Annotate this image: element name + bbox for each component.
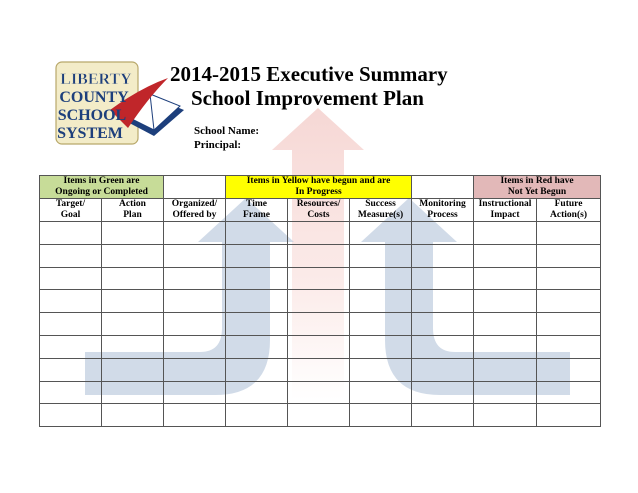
table-cell[interactable]: [102, 290, 164, 313]
table-cell[interactable]: [537, 381, 601, 404]
table-cell[interactable]: [164, 290, 226, 313]
table-cell[interactable]: [40, 404, 102, 427]
table-cell[interactable]: [102, 244, 164, 267]
col-header-line: Impact: [490, 210, 520, 220]
school-name-label: School Name:: [194, 125, 260, 137]
table-cell[interactable]: [412, 404, 474, 427]
table-cell[interactable]: [40, 290, 102, 313]
table-row: [40, 335, 601, 358]
table-cell[interactable]: [350, 381, 412, 404]
col-header-organized-offered-by: [164, 199, 226, 222]
table-cell[interactable]: [288, 267, 350, 290]
col-header-line: Process: [427, 210, 458, 220]
table-cell[interactable]: [412, 244, 474, 267]
col-header-line: Resources/: [296, 199, 341, 209]
table-cell[interactable]: [350, 244, 412, 267]
table-cell[interactable]: [288, 313, 350, 336]
table-cell[interactable]: [474, 381, 537, 404]
table-cell[interactable]: [537, 222, 601, 245]
table-cell[interactable]: [226, 244, 288, 267]
table-cell[interactable]: [412, 290, 474, 313]
table-cell[interactable]: [226, 222, 288, 245]
col-header-line: Frame: [243, 210, 270, 220]
table-row: [40, 381, 601, 404]
col-header-action-plan: [102, 199, 164, 222]
col-header-resources-costs: [288, 199, 350, 222]
table-cell[interactable]: [164, 222, 226, 245]
legend-red-line-1: Items in Red have: [500, 176, 574, 186]
table-cell[interactable]: [40, 313, 102, 336]
table-cell[interactable]: [102, 404, 164, 427]
table-row: [40, 222, 601, 245]
table-cell[interactable]: [226, 335, 288, 358]
table-cell[interactable]: [102, 313, 164, 336]
table-cell[interactable]: [537, 404, 601, 427]
col-header-line: Plan: [123, 210, 142, 220]
table-cell[interactable]: [164, 267, 226, 290]
table-row: [40, 290, 601, 313]
table-cell[interactable]: [288, 290, 350, 313]
table-cell[interactable]: [474, 335, 537, 358]
col-header-line: Instructional: [478, 199, 532, 209]
principal-label: Principal:: [194, 139, 242, 151]
table-cell[interactable]: [102, 335, 164, 358]
col-header-line: Monitoring: [419, 199, 466, 209]
improvement-plan-table: [39, 175, 601, 427]
table-cell[interactable]: [164, 244, 226, 267]
table-row: [40, 404, 601, 427]
col-header-line: Offered by: [172, 210, 217, 220]
title-line-1: 2014-2015 Executive Summary: [170, 62, 448, 86]
table-cell[interactable]: [537, 267, 601, 290]
table-row: [40, 244, 601, 267]
table-cell[interactable]: [164, 381, 226, 404]
table-cell[interactable]: [537, 358, 601, 381]
table-cell[interactable]: [412, 358, 474, 381]
table-cell[interactable]: [40, 335, 102, 358]
table-cell[interactable]: [288, 381, 350, 404]
legend-red-line-2: Not Yet Begun: [507, 187, 567, 197]
table-cell[interactable]: [412, 381, 474, 404]
table-cell[interactable]: [474, 290, 537, 313]
col-header-line: Action: [119, 199, 146, 209]
table-cell[interactable]: [288, 404, 350, 427]
table-cell[interactable]: [40, 267, 102, 290]
document-header: [170, 62, 448, 110]
table-cell[interactable]: [474, 404, 537, 427]
legend-yellow: [226, 176, 412, 199]
svg-text:LIBERTY: LIBERTY: [60, 71, 132, 88]
table-cell[interactable]: [412, 335, 474, 358]
col-header-monitoring-process: [412, 199, 474, 222]
column-header-row: [40, 199, 601, 222]
table-cell[interactable]: [226, 290, 288, 313]
table-cell[interactable]: [412, 222, 474, 245]
col-header-line: Target/: [55, 199, 86, 209]
table-cell[interactable]: [350, 358, 412, 381]
table-cell[interactable]: [226, 313, 288, 336]
table-cell[interactable]: [412, 267, 474, 290]
col-header-instructional-impact: [474, 199, 537, 222]
table-cell[interactable]: [288, 222, 350, 245]
table-cell[interactable]: [350, 222, 412, 245]
table-cell[interactable]: [40, 381, 102, 404]
table-cell[interactable]: [412, 313, 474, 336]
table-cell[interactable]: [288, 244, 350, 267]
table-cell[interactable]: [350, 290, 412, 313]
liberty-county-school-system-logo: [50, 58, 186, 150]
col-header-target-goal: [40, 199, 102, 222]
legend-yellow-line-1: Items in Yellow have begun and are: [246, 176, 391, 186]
table-cell[interactable]: [350, 335, 412, 358]
title-line-2: School Improvement Plan: [191, 86, 424, 110]
table-cell[interactable]: [164, 335, 226, 358]
table-row: [40, 267, 601, 290]
table-row: [40, 313, 601, 336]
table-cell[interactable]: [474, 244, 537, 267]
col-header-line: Measure(s): [357, 210, 404, 220]
legend-green-line-1: Items in Green are: [63, 176, 140, 186]
table-cell[interactable]: [226, 404, 288, 427]
table-cell[interactable]: [350, 267, 412, 290]
table-cell[interactable]: [350, 404, 412, 427]
table-cell[interactable]: [474, 267, 537, 290]
col-header-line: Time: [246, 199, 267, 209]
legend-spacer: [412, 176, 474, 199]
table-cell[interactable]: [537, 335, 601, 358]
table-cell[interactable]: [537, 313, 601, 336]
table-row: [40, 358, 601, 381]
col-header-time-frame: [226, 199, 288, 222]
col-header-line: Organized/: [171, 199, 218, 209]
svg-text:SCHOOL: SCHOOL: [57, 107, 127, 124]
table-cell[interactable]: [288, 358, 350, 381]
table-cell[interactable]: [537, 244, 601, 267]
col-header-line: Costs: [307, 210, 330, 220]
legend-green: [40, 176, 164, 199]
legend-yellow-line-2: In Progress: [295, 187, 342, 197]
col-header-line: Goal: [60, 210, 81, 220]
table-cell[interactable]: [102, 381, 164, 404]
legend-red: [474, 176, 601, 199]
table-cell[interactable]: [288, 335, 350, 358]
col-header-future-actions: [537, 199, 601, 222]
col-header-line: Success: [365, 199, 396, 209]
table-cell[interactable]: [474, 222, 537, 245]
table-cell[interactable]: [164, 358, 226, 381]
table-cell[interactable]: [226, 381, 288, 404]
table-cell[interactable]: [350, 313, 412, 336]
svg-text:COUNTY: COUNTY: [59, 89, 129, 106]
legend-green-line-2: Ongoing or Completed: [55, 187, 148, 197]
svg-text:SYSTEM: SYSTEM: [57, 125, 123, 142]
col-header-success-measures: [350, 199, 412, 222]
table-cell[interactable]: [102, 222, 164, 245]
table-cell[interactable]: [164, 404, 226, 427]
table-cell[interactable]: [102, 267, 164, 290]
table-cell[interactable]: [40, 244, 102, 267]
legend-spacer: [164, 176, 226, 199]
table-cell[interactable]: [474, 358, 537, 381]
legend-row: [40, 176, 601, 199]
table-cell[interactable]: [164, 313, 226, 336]
col-header-line: Future: [554, 199, 583, 209]
table-cell[interactable]: [102, 358, 164, 381]
table-cell[interactable]: [226, 267, 288, 290]
table-cell[interactable]: [537, 290, 601, 313]
table-cell[interactable]: [40, 222, 102, 245]
table-cell[interactable]: [226, 358, 288, 381]
table-cell[interactable]: [474, 313, 537, 336]
col-header-line: Action(s): [550, 210, 587, 220]
table-cell[interactable]: [40, 358, 102, 381]
school-info: [194, 124, 259, 152]
